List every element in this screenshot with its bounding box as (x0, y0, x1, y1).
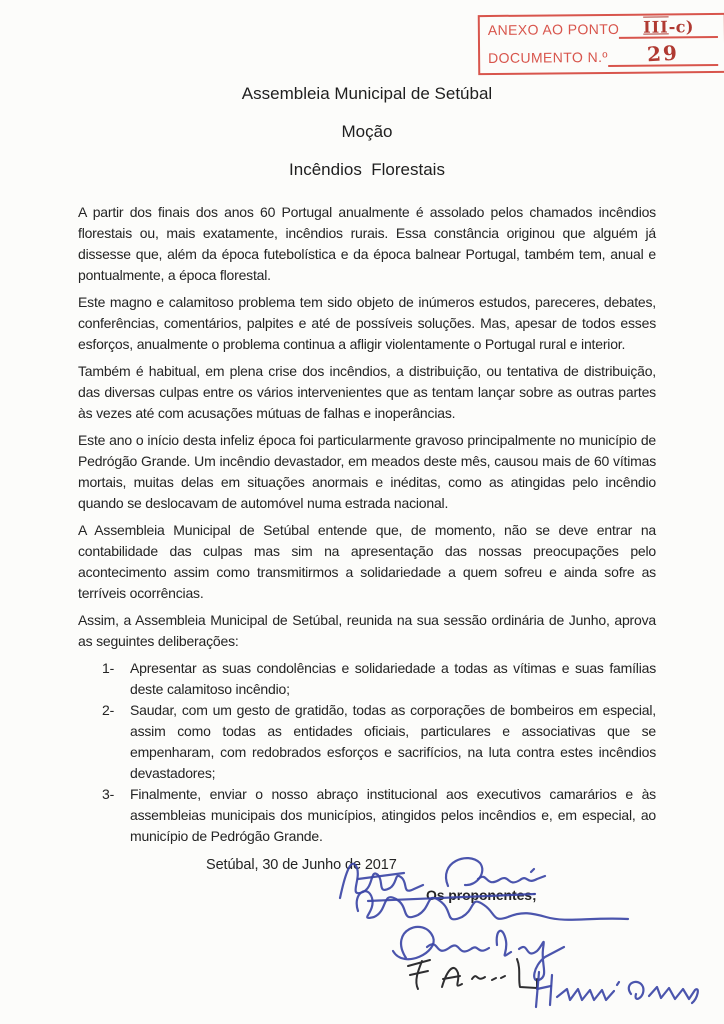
paragraph-4: Este ano o início desta infeliz época foi particularmente gravoso principalmente no município de Pedrógão Grande. Um incêndio devastador, em meados deste mês, causou mais de 60 vítimas mortais, muitas delas em situações anormais e inéditas, como as atingidas pelo incêndio quando se deslocavam de automóvel numa estrada nacional. (78, 432, 656, 511)
stamp-documento-underline (608, 40, 718, 67)
stamp-documento-label: DOCUMENTO N.º (488, 48, 608, 66)
list-item-1 (102, 658, 656, 700)
paragraph-3: Também é habitual, em plena crise dos incêndios, a distribuição, ou tentativa de distribuição, das diversas culpas entre os vários intervenientes que as tentam lançar sobre as outras partes às vezes até com acusações mútuas de falhas e inoperâncias. (78, 363, 656, 421)
paragraph-2: Este magno e calamitoso problema tem sido objeto de inúmeros estudos, pareceres, debates, conferências, comentários, palpites e até de possíveis soluções. Mas, apesar de todos esses esforços, anualmente o problema continua a afligir violentamente o Portugal rural e interior. (78, 294, 656, 352)
list-item-3-text: Finalmente, enviar o nosso abraço institucional aos executivos camarários e às assembleias municipais dos municípios, atingidos pelos incêndios e, em especial, ao município de Pedrógão Grande. (130, 786, 656, 844)
paragraph-6: Assim, a Assembleia Municipal de Setúbal, reunida na sua sessão ordinária de Junho, aprova as seguintes deliberações: (78, 612, 656, 649)
signature-5 (536, 972, 698, 1007)
stamp-line-documento (488, 40, 718, 68)
stamp-anexo-roman-handwritten: III (643, 17, 669, 37)
list-item-3 (102, 784, 656, 847)
deliberations-list (102, 658, 656, 847)
date-line: Setúbal, 30 de Junho de 2017 (206, 857, 397, 873)
stamp-line-anexo (488, 19, 718, 40)
list-item-1-text: Apresentar as suas condolências e solidariedade a todas as vítimas e suas famílias deste calamitoso incêndio; (130, 660, 656, 697)
paragraph-5: A Assembleia Municipal de Setúbal entende que, de momento, não se deve entrar na contabilidade das culpas mas sim na apresentação das nossas preocupações pelo acontecimento assim como transmitirmos a solidariedade a quem sofreu e ainda sofre as terríveis ocorrências. (78, 522, 656, 601)
document-subtitle: Moção (341, 122, 393, 141)
signature-2 (357, 891, 628, 920)
stamp-anexo-suffix-handwritten: -c) (668, 17, 694, 37)
list-item-3-marker: 3- (102, 786, 115, 802)
list-item-2 (102, 700, 656, 784)
signatures-block (330, 848, 724, 1024)
paragraph-1: A partir dos finais dos anos 60 Portugal anualmente é assolado pelos chamados incêndios florestais ou, mais exatamente, incêndios rurais. Essa constância originou que alguém já dissesse que, além da época futebolística e da época balnear Portugal, também tem, anual e pontualmente, a época florestal. (78, 204, 656, 283)
list-item-2-text: Saudar, com um gesto de gratidão, todas as corporações de bombeiros em especial, assim como todas as entidades oficiais, particulares e associativas que se empenharam, com redobrados esforços e sacrifícios, na luta contra estes incêndios devastadores; (130, 702, 656, 781)
stamp-box (478, 13, 724, 75)
signature-4 (408, 959, 537, 989)
stamp-anexo-underline (619, 19, 718, 39)
proponents-heading: Os proponentes; (426, 887, 537, 903)
signature-1 (340, 858, 545, 898)
list-item-1-marker: 1- (102, 660, 115, 676)
list-item-2-marker: 2- (102, 702, 115, 718)
document-title: Assembleia Municipal de Setúbal (241, 84, 493, 103)
document-subject: Incêndios Florestais (289, 160, 445, 179)
stamp-anexo-label: ANEXO AO PONTO (487, 20, 620, 38)
stamp-documento-number-handwritten: 29 (646, 40, 680, 67)
